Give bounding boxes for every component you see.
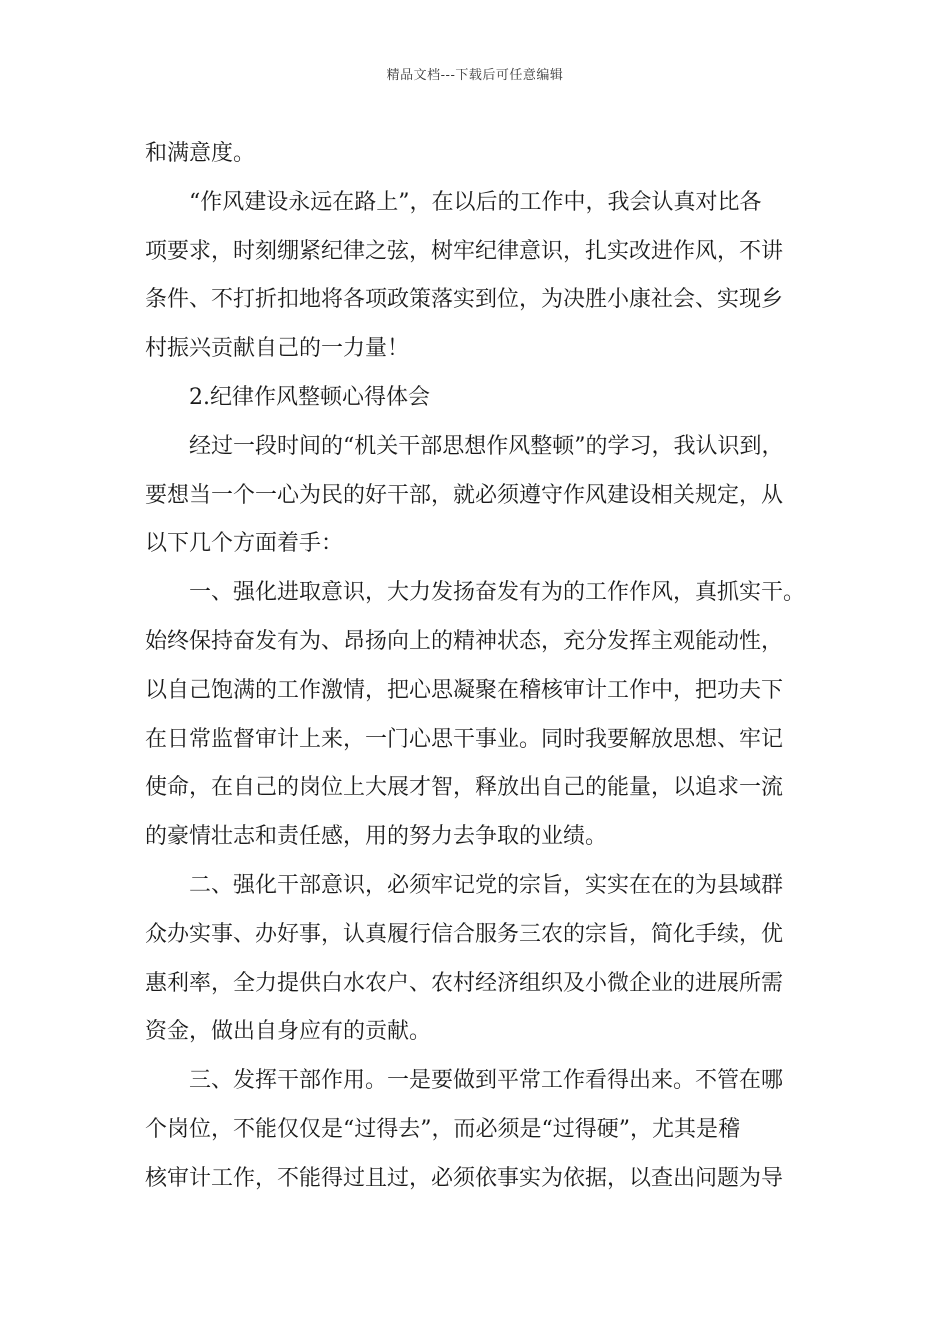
page-header: 精品文档---下载后可任意编辑 xyxy=(386,68,564,83)
document-body xyxy=(145,130,815,1204)
text-line: 惠利率，全力提供白水农户、农村经济组织及小微企业的进展所需 xyxy=(145,970,784,996)
text-line: 和满意度。 xyxy=(145,141,256,166)
text-line: 始终保持奋发有为、昂扬向上的精神状态，充分发挥主观能动性， xyxy=(145,628,784,654)
text-line: 二、强化干部意识，必须牢记党的宗旨，实实在在的为县域群 xyxy=(189,872,784,898)
text-line: 资金，做出自身应有的贡献。 xyxy=(145,1019,432,1045)
section-heading: 2.纪律作风整顿心得体会 xyxy=(189,384,430,410)
text-line: 经过一段时间的“机关干部思想作风整顿”的学习，我认识到， xyxy=(189,433,784,459)
text-line: 在日常监督审计上来，一门心思干事业。同时我要解放思想、牢记 xyxy=(145,726,784,752)
text-line: 使命，在自己的岗位上大展才智，释放出自己的能量，以追求一流 xyxy=(145,775,784,801)
text-line: 条件、不打折扣地将各项政策落实到位，为决胜小康社会、实现乡 xyxy=(145,287,784,313)
text-line: 个岗位，不能仅仅是“过得去”，而必须是“过得硬”，尤其是稽 xyxy=(145,1116,740,1142)
text-line: 核审计工作，不能得过且过，必须依事实为依据，以查出问题为导 xyxy=(145,1165,784,1191)
text-line: 三、发挥干部作用。一是要做到平常工作看得出来。不管在哪 xyxy=(189,1068,784,1094)
text-line: 的豪情壮志和责任感，用的努力去争取的业绩。 xyxy=(145,824,608,850)
text-line: 项要求，时刻绷紧纪律之弦，树牢纪律意识，扎实改进作风，不讲 xyxy=(145,238,784,264)
text-line: 要想当一个一心为民的好干部，就必须遵守作风建设相关规定，从 xyxy=(145,482,784,508)
text-line: 以自己饱满的工作激情，把心思凝聚在稽核审计工作中，把功夫下 xyxy=(145,677,784,703)
text-line: 以下几个方面着手： xyxy=(145,531,344,557)
text-line: “作风建设永远在路上”，在以后的工作中，我会认真对比各 xyxy=(189,189,762,215)
text-line: 村振兴贡献自己的一力量！ xyxy=(145,336,410,362)
text-line: 一、强化进取意识，大力发扬奋发有为的工作作风，真抓实干。 xyxy=(189,580,806,606)
text-line: 众办实事、办好事，认真履行信合服务三农的宗旨，简化手续，优 xyxy=(145,921,784,947)
